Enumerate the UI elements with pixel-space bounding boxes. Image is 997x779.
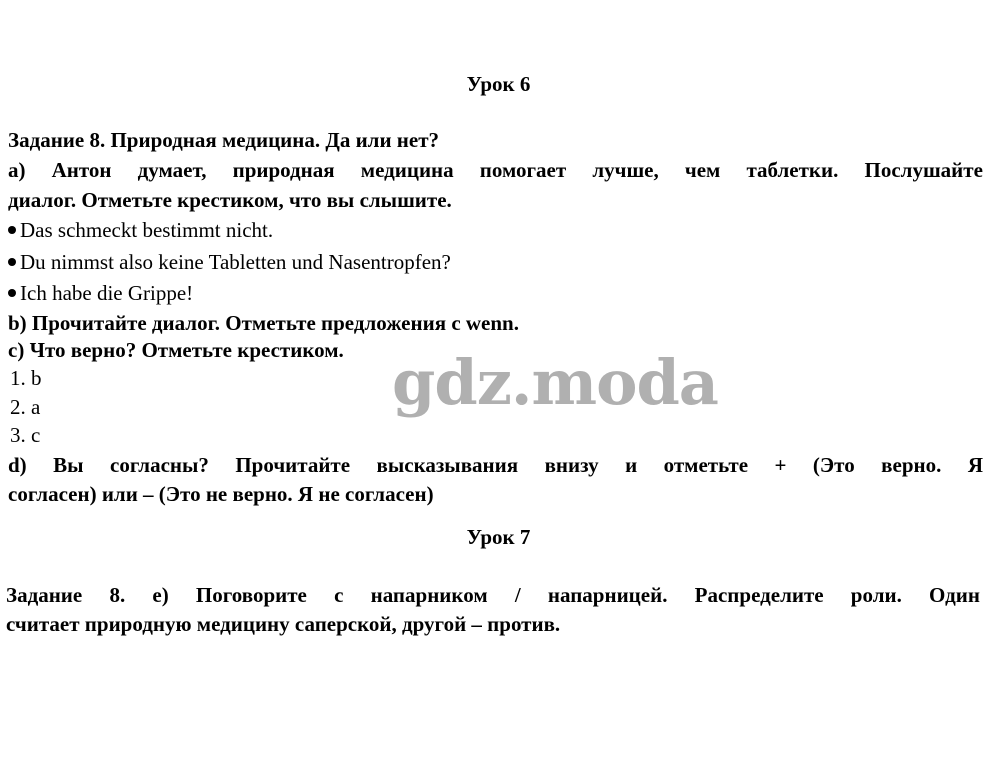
word: природная [232, 158, 335, 182]
word: помогает [479, 158, 567, 182]
bullet-icon [8, 289, 16, 297]
word: с [334, 583, 344, 607]
answer-2: 2. a [10, 395, 41, 419]
word: Поговорите [195, 583, 307, 607]
word: чем [684, 158, 721, 182]
answer-1: 1. b [10, 366, 42, 390]
task-c-line: c) Что верно? Отметьте крестиком. [8, 338, 344, 362]
word: Я [967, 453, 983, 477]
word: Антон [51, 158, 112, 182]
lesson-7-heading: Урок 7 [466, 525, 531, 549]
word: согласны? [110, 453, 209, 477]
word: / [514, 583, 521, 607]
task-d-line-2: согласен) или – (Это не верно. Я не согласен) [8, 482, 434, 506]
answer-3: 3. c [10, 423, 41, 447]
word: Послушайте [864, 158, 983, 182]
bullet-icon [8, 258, 16, 266]
word: 8. [109, 583, 126, 607]
lesson-6-heading: Урок 6 [466, 72, 531, 96]
bullet-item: Ich habe die Grippe! [8, 283, 193, 304]
bullet-icon [8, 226, 16, 234]
word: отметьте [663, 453, 749, 477]
word: Прочитайте [235, 453, 351, 477]
bullet-item: Du nimmst also keine Tabletten und Nasentropfen? [8, 252, 451, 273]
task-e-line-1 [6, 585, 980, 606]
word: напарницей. [547, 583, 668, 607]
watermark-logo: gdz.moda [392, 346, 718, 419]
word: верно. [881, 453, 942, 477]
word: d) [8, 453, 27, 477]
task-d-line-1 [8, 455, 983, 476]
word: медицина [360, 158, 454, 182]
word: Задание [6, 583, 83, 607]
task-a-line-1 [8, 160, 983, 181]
word: Один [929, 583, 980, 607]
word: + [774, 453, 787, 477]
word: Распределите [694, 583, 824, 607]
word: e) [152, 583, 169, 607]
task-a-line-2: диалог. Отметьте крестиком, что вы слышите. [8, 188, 452, 212]
task-b-line: b) Прочитайте диалог. Отметьте предложения с wenn. [8, 311, 519, 335]
word: внизу [544, 453, 599, 477]
word: думает, [137, 158, 207, 182]
word: (Это [812, 453, 855, 477]
bullet-item: Das schmeckt bestimmt nicht. [8, 220, 273, 241]
word: роли. [850, 583, 902, 607]
task-8-title: Задание 8. Природная медицина. Да или нет? [8, 128, 440, 152]
word: Вы [53, 453, 84, 477]
word: таблетки. [746, 158, 839, 182]
task-e-line-2: считает природную медицину саперской, другой – против. [6, 612, 561, 636]
word: напарником [370, 583, 488, 607]
word: высказывания [376, 453, 519, 477]
word: лучше, [592, 158, 659, 182]
word: и [625, 453, 638, 477]
word: a) [8, 158, 26, 182]
